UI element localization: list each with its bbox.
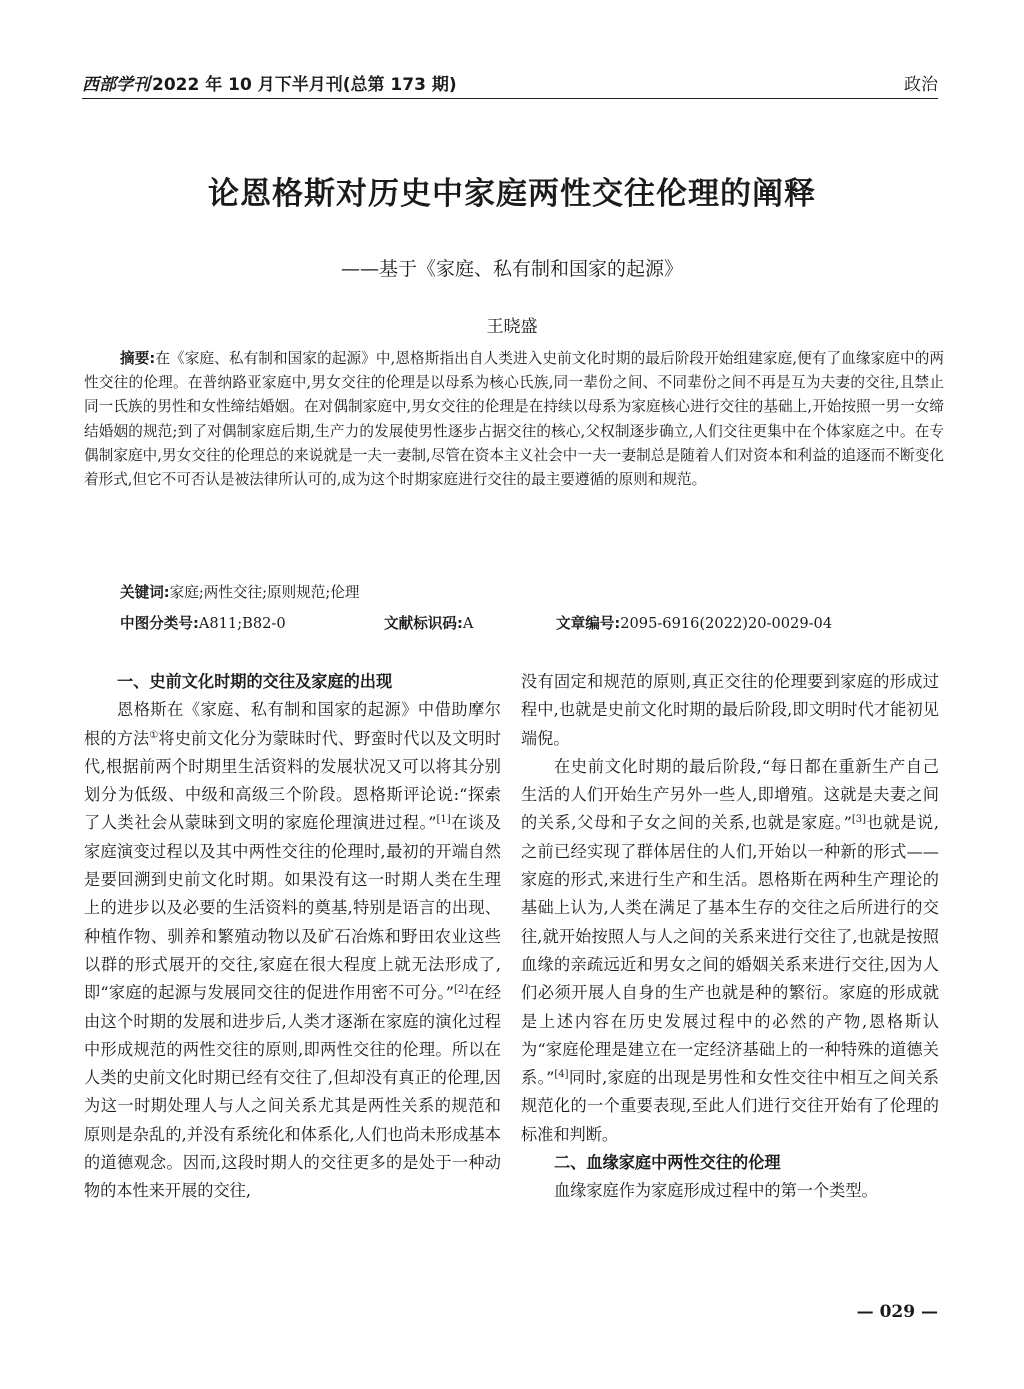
body-paragraph: 没有固定和规范的原则,真正交往的伦理要到家庭的形成过程中,也就是史前文化时期的最后阶段,即文明时代才能初见端倪。: [521, 672, 939, 748]
article-title: 论恩格斯对历史中家庭两性交往伦理的阐释: [208, 176, 816, 212]
doc-code: [384, 612, 473, 633]
text-run: 同时,家庭的出现是男性和女性交往中相互之间关系规范化的一个重要表现,至此人们进行交往开始有了伦理的标准和判断。: [521, 1068, 939, 1144]
running-header: [82, 70, 938, 100]
doc-label: 文献标识码:: [384, 615, 463, 632]
clc-label: 中图分类号:: [120, 615, 199, 632]
doc-value: A: [462, 615, 474, 632]
text-run: 将史前文化分为蒙昧时代、野蛮时代以及文明时代,根据前两个时期里生活资料的发展状况又可以将其分别划分为低级、中级和高级三个阶段。恩格斯评论说:“探索了人类社会从蒙昧到文明的家庭伦理演进过程。”: [84, 728, 502, 833]
body-paragraph: [84, 696, 501, 1205]
section-heading-2: 二、血缘家庭中两性交往的伦理: [554, 1153, 781, 1173]
clc-number: [120, 612, 286, 633]
citation-ref: [4]: [554, 1069, 569, 1081]
section-heading-1: 一、史前文化时期的交往及家庭的出现: [117, 672, 393, 691]
text-run: 在经由这个时期的发展和进步后,人类才逐渐在家庭的演化过程中形成规范的两性交往的原则,即两性交往的伦理。所以在人类的史前文化时期已经有交往了,但却没有真正的伦理,因为这一时期处理人与人之间关系尤其是两性关系的规范和原则是杂乱的,并没有系统化和体系化,人们也尚未形成基本的道德观念。因而,这段时期人的交往更多的是处于一种动物的本性来开展的交往,: [84, 983, 502, 1201]
text-run: 在史前文化时期的最后阶段,“每日都在重新生产自己生活的人们开始生产另外一些人,即增殖。这就是夫妻之间的关系,父母和子女之间的关系,也就是家庭。”: [521, 756, 939, 833]
article-label: 文章编号:: [556, 615, 621, 632]
article-value: 2095-6916(2022)20-0029-04: [620, 615, 833, 632]
text-run: 恩格斯在《家庭、私有制和国家的起源》中借助摩尔根的方法: [84, 700, 501, 748]
article-number: [556, 612, 832, 633]
citation-ref: [2]: [453, 984, 469, 996]
citation-ref: [1]: [436, 814, 451, 826]
abstract-label: 摘要:: [120, 350, 156, 367]
header-rule: [82, 98, 938, 99]
article-subtitle: ——基于《家庭、私有制和国家的起源》: [340, 258, 683, 280]
left-column: [84, 668, 501, 1206]
issue-info: 2022 年 10 月下半月刊(总第 173 期): [152, 75, 457, 95]
journal-name: 西部学刊: [82, 75, 150, 95]
keywords-label: 关键词:: [120, 584, 170, 601]
journal-issue: [82, 70, 457, 95]
right-column: [521, 668, 939, 1206]
clc-value: A811;B82-0: [198, 615, 286, 632]
text-run: 在谈及家庭演变过程以及其中两性交往的伦理时,最初的开端自然是要回溯到史前文化时期。如果没有这一时期人类在生理上的进步以及必要的生活资料的奠基,特别是语言的出现、种植作物、驯养和繁殖动物以及矿石冶炼和野田农业这些以群的形式展开的交往,家庭在很大程度上就无法形成了,即“家庭的起源与发展同交往的促进作用密不可分。”: [84, 813, 502, 1003]
body-paragraph: 血缘家庭作为家庭形成过程中的第一个类型。: [554, 1181, 878, 1201]
author-name: 王晓盛: [486, 317, 538, 337]
keywords-text: 家庭;两性交往;原则规范;伦理: [169, 584, 360, 601]
abstract: [84, 347, 944, 492]
citation-ref: [3]: [851, 814, 867, 826]
keywords: [120, 581, 360, 602]
section-label: 政治: [904, 75, 938, 95]
body-paragraph: [521, 753, 939, 1149]
text-run: 也就是说,之前已经实现了群体居住的人们,开始以一种新的形式——家庭的形式,来进行生产和生活。恩格斯在两种生产理论的基础上认为,人类在满足了基本生存的交往之后所进行的交往,就开始按照人与人之间的关系来进行交往了,也就是按照血缘的亲疏远近和男女之间的婚姻关系来进行交往,因为人们必须开展人自身的生产也就是种的繁衍。家庭的形成就是上述内容在历史发展过程中的必然的产物,恩格斯认为“家庭伦理是建立在一定经济基础上的一种特殊的道德关系。”: [521, 813, 939, 1088]
abstract-text: 在《家庭、私有制和国家的起源》中,恩格斯指出自人类进入史前文化时期的最后阶段开始组建家庭,便有了血缘家庭中的两性交往的伦理。在普纳路亚家庭中,男女交往的伦理是以母系为核心氏族,同一辈份之间、不同辈份之间不再是互为夫妻的交往,且禁止同一氏族的男性和女性缔结婚姻。在对偶制家庭中,男女交往的伦理是在持续以母系为家庭核心进行交往的基础上,开始按照一男一女缔结婚姻的规范;到了对偶制家庭后期,生产力的发展使男性逐步占据交往的核心,父权制逐步确立,人们交往更集中在个体家庭之中。在专偶制家庭中,男女交往的伦理总的来说就是一夫一妻制,尽管在资本主义社会中一夫一妻制总是随着人们对资本和利益的追逐而不断变化着形式,但它不可否认是被法律所认可的,成为这个时期家庭进行交往的最主要遵循的原则和规范。: [84, 350, 944, 489]
page-number: — 029 —: [856, 1302, 938, 1322]
footnote-marker: ①: [149, 729, 159, 741]
